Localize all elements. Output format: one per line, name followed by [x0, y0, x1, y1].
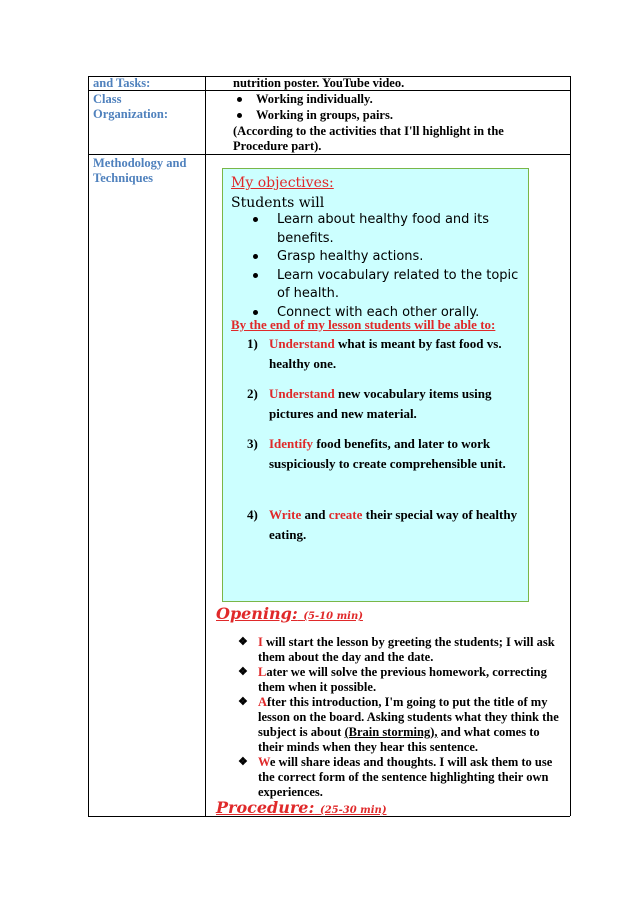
class-org-bullet: [237, 92, 373, 107]
item-text: fter this introduction, I'm going to put the title of my lesson on the board. Asking students what they think the subject is about: [258, 695, 559, 739]
bullet-icon: [237, 113, 242, 118]
list-item: [236, 635, 566, 665]
list-item: [253, 248, 523, 267]
bullet-icon: [237, 97, 242, 102]
diamond-bullet-icon: ❖: [238, 696, 248, 708]
class-org-label-1: Class: [93, 92, 122, 106]
item-number: 1): [247, 336, 258, 351]
class-org-bullet: [237, 108, 393, 123]
list-item: [253, 267, 523, 304]
bullet-text: Learn about healthy food and its benefits.: [277, 212, 490, 246]
item-text: and what comes to their minds when they hear this sentence.: [258, 725, 540, 754]
table-border-right: [570, 76, 571, 816]
item-text: and: [301, 507, 329, 522]
procedure-time: (25-30 min): [319, 805, 387, 816]
objectives-bullets: [253, 211, 523, 322]
class-org-label-2: Organization:: [93, 107, 168, 121]
list-item: [236, 695, 566, 755]
opening-time: (5-10 min): [303, 611, 363, 622]
list-item: [253, 211, 523, 248]
tasks-label: and Tasks:: [93, 76, 151, 90]
methodology-label-1: Methodology and: [93, 156, 187, 170]
item-text: new vocabulary items using pictures and new material.: [269, 386, 492, 421]
bullet-icon: [253, 273, 258, 278]
list-item: [236, 755, 566, 800]
students-will: Students will: [231, 195, 325, 211]
item-text: e will share ideas and thoughts. I will ask them to use the correct form of the sentence highlighting their own experiences.: [258, 755, 553, 799]
opening-heading: [216, 604, 363, 623]
item-text: will start the lesson by greeting the students; I will ask them about the day and the date.: [258, 635, 555, 664]
procedure-heading: [216, 798, 387, 817]
item-verb: create: [328, 507, 363, 522]
item-verb: Identify: [269, 436, 314, 451]
item-initial: A: [258, 695, 268, 709]
row-divider: [88, 154, 570, 155]
opening-list: [236, 635, 566, 800]
diamond-bullet-icon: ❖: [238, 756, 248, 768]
item-initial: L: [258, 665, 267, 679]
opening-title: Opening:: [216, 604, 298, 623]
tasks-value: nutrition poster. YouTube video.: [233, 76, 405, 90]
diamond-bullet-icon: ❖: [238, 666, 248, 678]
objective-item: [247, 434, 522, 474]
item-number: 4): [247, 507, 258, 522]
item-verb: Understand: [269, 336, 335, 351]
item-text: food benefits, and later to work suspiciously to create comprehensible unit.: [269, 436, 506, 471]
item-initial: I: [258, 635, 263, 649]
bullet-text: Learn vocabulary related to the topic of health.: [277, 267, 519, 301]
objective-item: [247, 505, 522, 545]
methodology-label-2: Techniques: [93, 171, 153, 185]
item-number: 3): [247, 436, 258, 451]
by-end-heading: By the end of my lesson students will be able to:: [231, 317, 496, 332]
objective-item: [247, 334, 522, 374]
bullet-icon: [253, 217, 258, 222]
item-verb: Write: [269, 507, 302, 522]
item-text: their special way of healthy eating.: [269, 507, 518, 542]
bullet-text: Working individually.: [256, 92, 373, 106]
bullet-text: Working in groups, pairs.: [256, 108, 393, 122]
diamond-bullet-icon: ❖: [238, 636, 248, 648]
item-text: what is meant by fast food vs. healthy one.: [269, 336, 502, 371]
class-org-note-1: (According to the activities that I'll highlight in the: [233, 124, 504, 138]
bullet-icon: [253, 254, 258, 259]
item-underlined: (Brain storming),: [344, 725, 438, 739]
bullet-icon: [253, 310, 258, 315]
item-verb: Understand: [269, 386, 335, 401]
bullet-text: Grasp healthy actions.: [277, 249, 424, 264]
class-org-note-2: Procedure part).: [233, 139, 322, 153]
item-initial: W: [258, 755, 270, 769]
objective-item: [247, 384, 522, 424]
bullet-text: Connect with each other orally.: [277, 304, 480, 320]
procedure-title: Procedure:: [216, 798, 315, 817]
list-item: [236, 665, 566, 695]
table-border-left: [88, 76, 89, 816]
objectives-title: My objectives:: [231, 175, 334, 191]
objectives-box: [222, 168, 529, 602]
column-divider: [205, 76, 206, 816]
item-number: 2): [247, 386, 258, 401]
item-text: ater we will solve the previous homework, correcting them when it possible.: [258, 665, 547, 694]
